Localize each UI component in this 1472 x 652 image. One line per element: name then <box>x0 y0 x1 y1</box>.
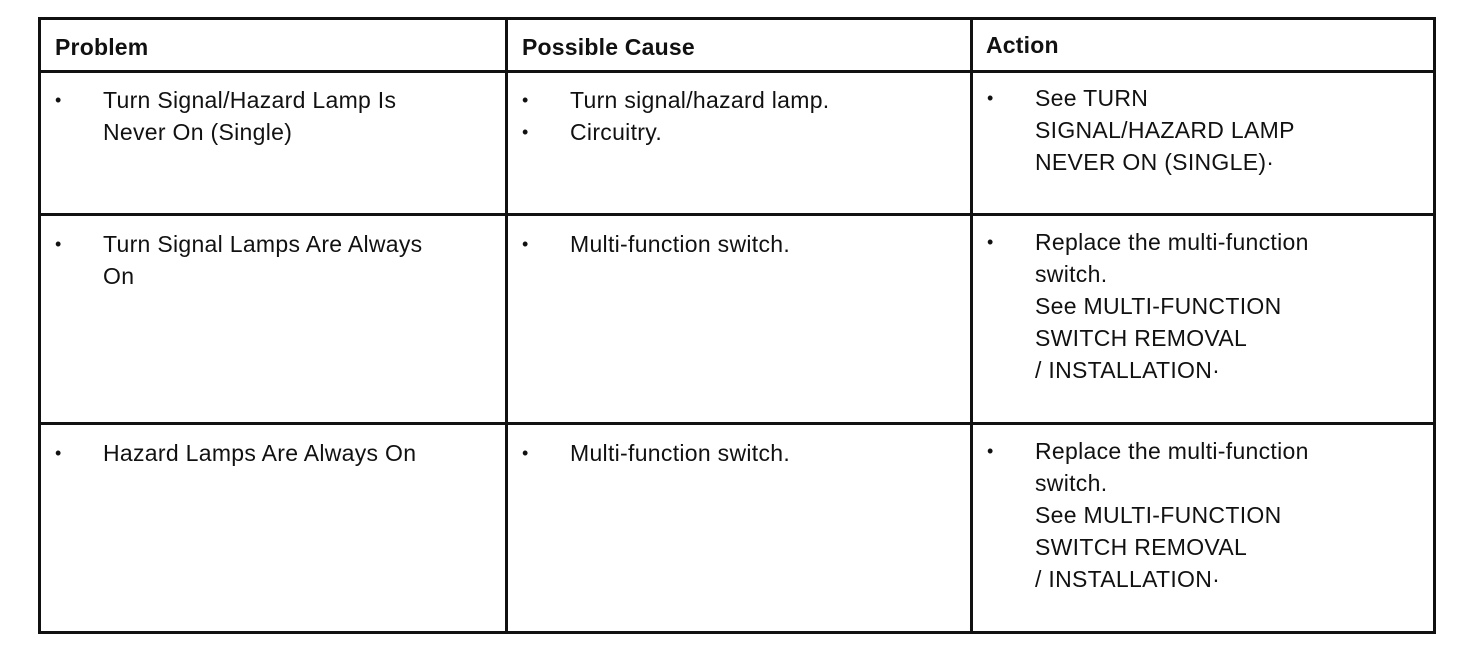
bullet-icon: • <box>987 88 994 108</box>
action-text-line: / INSTALLATION· <box>1035 357 1221 383</box>
list-item <box>973 435 1433 595</box>
troubleshooting-table <box>38 17 1436 634</box>
list-item <box>41 228 501 292</box>
bullet-icon: • <box>987 232 994 252</box>
cause-text: Circuitry. <box>570 119 663 145</box>
problem-text-line: Turn Signal Lamps Are Always <box>103 231 423 257</box>
row-divider <box>41 213 1433 216</box>
list-item <box>973 226 1433 386</box>
action-text-line: See MULTI-FUNCTION <box>1035 502 1282 528</box>
table-row-1-problem <box>41 84 501 148</box>
table-row-1-action <box>973 82 1433 178</box>
table-row-2-cause <box>508 228 968 260</box>
action-text-line: switch. <box>1035 470 1108 496</box>
table-row-3-cause <box>508 437 968 469</box>
table-row-3-action <box>973 435 1433 595</box>
header-possible-cause: Possible Cause <box>522 34 695 60</box>
list-item <box>508 116 968 148</box>
row-divider <box>41 422 1433 425</box>
list-item <box>508 228 968 260</box>
bullet-icon: • <box>522 90 529 110</box>
cause-text: Multi-function switch. <box>570 231 791 257</box>
bullet-icon: • <box>522 234 529 254</box>
bullet-icon: • <box>987 441 994 461</box>
action-text-line: Replace the multi-function <box>1035 438 1309 464</box>
action-text-line: Replace the multi-function <box>1035 229 1309 255</box>
bullet-icon: • <box>522 122 529 142</box>
row-divider <box>41 70 1433 73</box>
table-row-2-problem <box>41 228 501 292</box>
list-item <box>41 437 501 469</box>
problem-text-line: Turn Signal/Hazard Lamp Is <box>103 87 397 113</box>
action-text-line: switch. <box>1035 261 1108 287</box>
action-text-line: NEVER ON (SINGLE)· <box>1035 149 1275 175</box>
action-text-line: SWITCH REMOVAL <box>1035 325 1248 351</box>
cause-text: Turn signal/hazard lamp. <box>570 87 830 113</box>
table-row-2-action <box>973 226 1433 386</box>
bullet-icon: • <box>55 443 62 463</box>
action-text-line: SWITCH REMOVAL <box>1035 534 1248 560</box>
cause-text: Multi-function switch. <box>570 440 791 466</box>
bullet-icon: • <box>55 90 62 110</box>
table-row-1-cause <box>508 84 968 148</box>
action-text-line: See TURN <box>1035 85 1149 111</box>
problem-text-line: Hazard Lamps Are Always On <box>103 440 417 466</box>
problem-text-line: Never On (Single) <box>103 119 293 145</box>
list-item <box>508 84 968 116</box>
action-text-line: See MULTI-FUNCTION <box>1035 293 1282 319</box>
bullet-icon: • <box>522 443 529 463</box>
bullet-icon: • <box>55 234 62 254</box>
list-item <box>973 82 1433 178</box>
problem-text-line: On <box>103 263 135 289</box>
list-item <box>41 84 501 148</box>
header-problem: Problem <box>55 34 149 60</box>
action-text-line: SIGNAL/HAZARD LAMP <box>1035 117 1295 143</box>
table-row-3-problem <box>41 437 501 469</box>
header-action: Action <box>986 32 1059 58</box>
list-item <box>508 437 968 469</box>
action-text-line: / INSTALLATION· <box>1035 566 1221 592</box>
